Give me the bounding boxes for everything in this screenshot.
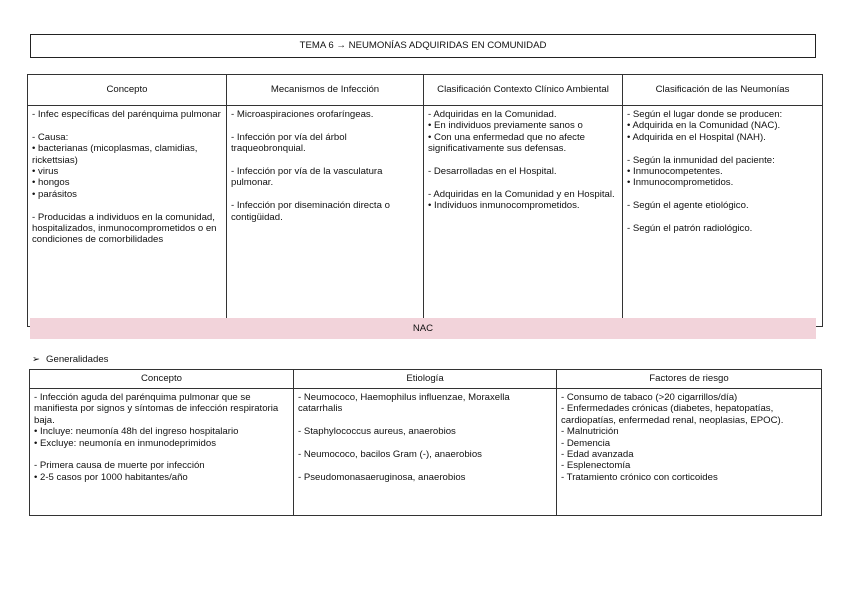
text-line: - Primera causa de muerte por infección bbox=[34, 460, 205, 472]
text-line: - Infec específicas del parénquima pulmonar bbox=[32, 109, 221, 120]
overview-table bbox=[27, 74, 823, 327]
text-line: • bacterianas (micoplasmas, clamidias, rickettsias) bbox=[32, 143, 198, 166]
text-line: - Infección aguda del parénquima pulmonar que se manifiesta por signos y síntomas de infección respiratoria baja. bbox=[34, 392, 279, 426]
text-line: - Esplenectomía bbox=[561, 460, 631, 472]
text-line: - Causa: bbox=[32, 131, 69, 143]
text-line: • Con una enfermedad que no afecte significativamente sus defensas. bbox=[428, 131, 585, 155]
spacer bbox=[627, 189, 818, 200]
text-line: - Desarrolladas en el Hospital. bbox=[428, 166, 557, 178]
nac-cell-etiologia bbox=[294, 389, 557, 516]
text-line: - Según el agente etiológico. bbox=[627, 200, 749, 212]
spacer bbox=[298, 415, 552, 426]
text-line: - Infección por vía de la vasculatura pulmonar. bbox=[231, 166, 383, 189]
text-line: - Adquiridas en la Comunidad. bbox=[428, 109, 557, 120]
text-line: - Producidas a individuos en la comunidad, hospitalizados, inmunocomprometidos o en condiciones de comorbilidades bbox=[32, 211, 217, 246]
text-line: - Según la inmunidad del paciente: bbox=[627, 154, 775, 166]
cell-concepto bbox=[28, 106, 227, 327]
text-line: • hongos bbox=[32, 177, 70, 189]
spacer bbox=[231, 120, 419, 131]
nac-header-factores: Factores de riesgo bbox=[557, 370, 822, 389]
text-line: • 2-5 casos por 1000 habitantes/año bbox=[34, 471, 188, 483]
nac-cell-factores bbox=[557, 389, 822, 516]
text-line: - Pseudomonasaeruginosa, anaerobios bbox=[298, 471, 466, 483]
spacer bbox=[34, 449, 289, 460]
text-line: • Adquirida en la Comunidad (NAC). bbox=[627, 120, 781, 132]
nac-body-row bbox=[30, 389, 822, 516]
generalidades-label: Generalidades bbox=[46, 354, 109, 365]
spacer bbox=[231, 189, 419, 200]
text-line: • parásitos bbox=[32, 188, 77, 200]
text-line: • Inmunocompetentes. bbox=[627, 166, 723, 178]
text-line: - Infección por diseminación directa o contigüidad. bbox=[231, 200, 390, 223]
text-line: - Edad avanzada bbox=[561, 449, 634, 461]
text-line: - Demencia bbox=[561, 437, 611, 449]
document-title: TEMA 6 → NEUMONÍAS ADQUIRIDAS EN COMUNIDAD bbox=[30, 34, 816, 58]
cell-clasificacion bbox=[623, 106, 823, 327]
text-line: - Neumococo, bacilos Gram (-), anaerobios bbox=[298, 449, 482, 460]
nac-table bbox=[29, 369, 822, 516]
text-line: - Malnutrición bbox=[561, 426, 619, 438]
header-contexto: Clasificación Contexto Clínico Ambiental bbox=[424, 75, 623, 106]
text-line: • Excluye: neumonía en inmunodeprimidos bbox=[34, 437, 217, 449]
header-concepto: Concepto bbox=[28, 75, 227, 106]
text-line: • Adquirida en el Hospital (NAH). bbox=[627, 131, 766, 143]
generalidades-heading bbox=[32, 354, 108, 365]
nac-header-concepto: Concepto bbox=[30, 370, 294, 389]
nac-header-etiologia: Etiología bbox=[294, 370, 557, 389]
text-line: - Según el lugar donde se producen: bbox=[627, 109, 783, 120]
cell-mecanismos bbox=[227, 106, 424, 327]
text-line: - Tratamiento crónico con corticoides bbox=[561, 471, 718, 483]
spacer bbox=[298, 438, 552, 449]
arrow-bullet-icon: ➢ bbox=[32, 354, 41, 365]
header-mecanismos: Mecanismos de Infección bbox=[227, 75, 424, 106]
text-line: - Microaspiraciones orofaríngeas. bbox=[231, 109, 374, 120]
spacer bbox=[627, 143, 818, 154]
spacer bbox=[428, 177, 618, 188]
spacer bbox=[428, 155, 618, 166]
spacer bbox=[231, 155, 419, 166]
text-line: • virus bbox=[32, 166, 59, 178]
nac-banner: NAC bbox=[30, 318, 816, 339]
nac-cell-concepto bbox=[30, 389, 294, 516]
spacer bbox=[32, 200, 222, 211]
text-line: • Individuos inmunocomprometidos. bbox=[428, 200, 580, 212]
cell-contexto bbox=[424, 106, 623, 327]
text-line: - Adquiridas en la Comunidad y en Hospital. bbox=[428, 188, 615, 200]
text-line: - Consumo de tabaco (>20 cigarrillos/día) bbox=[561, 392, 738, 403]
text-line: - Infección por vía del árbol traqueobronquial. bbox=[231, 131, 347, 155]
text-line: - Neumococo, Haemophilus influenzae, Moraxella catarrhalis bbox=[298, 392, 510, 415]
header-clasificacion: Clasificación de las Neumonías bbox=[623, 75, 823, 106]
spacer bbox=[627, 212, 818, 223]
text-line: • En individuos previamente sanos o bbox=[428, 120, 583, 132]
nac-header-row bbox=[30, 370, 822, 389]
text-line: - Enfermedades crónicas (diabetes, hepatopatías, cardiopatías, enfermedad renal, neoplasias, EPOC). bbox=[561, 403, 784, 426]
text-line: - Staphylococcus aureus, anaerobios bbox=[298, 426, 456, 438]
overview-body-row bbox=[28, 106, 823, 327]
spacer bbox=[298, 460, 552, 471]
text-line: • Incluye: neumonía 48h del ingreso hospitalario bbox=[34, 426, 239, 438]
spacer bbox=[32, 120, 222, 131]
text-line: - Según el patrón radiológico. bbox=[627, 223, 753, 235]
overview-header-row bbox=[28, 75, 823, 106]
text-line: • Inmunocomprometidos. bbox=[627, 177, 734, 189]
